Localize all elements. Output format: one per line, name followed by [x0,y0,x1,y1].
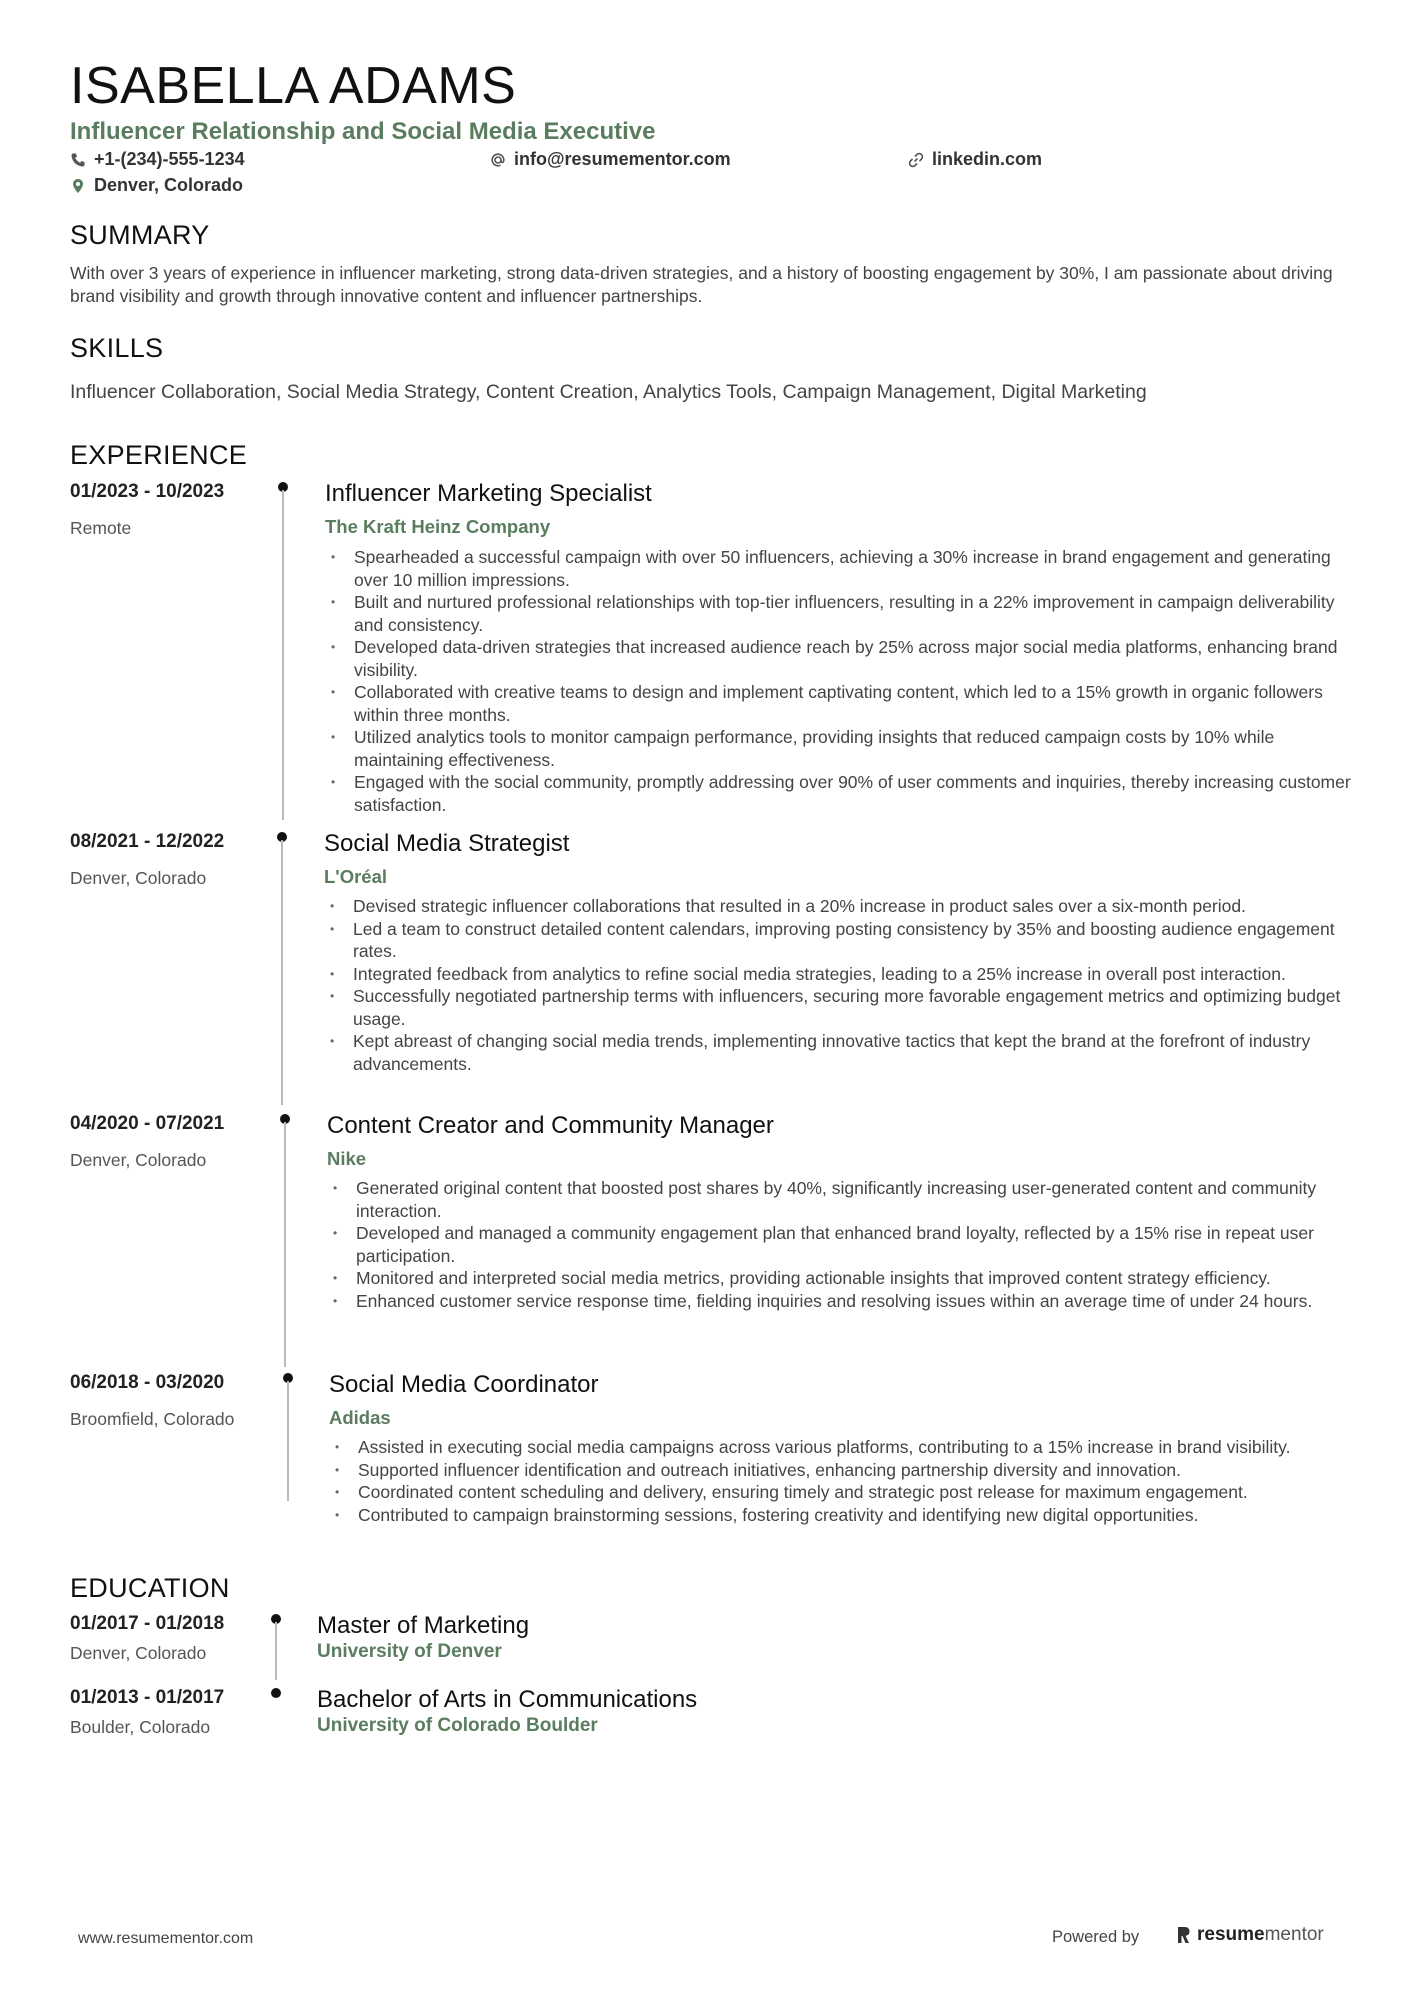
footer-brand-logo[interactable] [1175,1924,1324,1946]
contact-location [70,175,243,196]
degree-title: Bachelor of Arts in Communications [317,1686,698,1713]
school-name: University of Denver [317,1641,502,1662]
list-item: • Led a team to construct detailed content calendars, improving posting consistency by 35% and boosting audience engagement rates. [325,918,1355,963]
company-name: Nike [327,1148,367,1169]
list-item: • Coordinated content scheduling and delivery, ensuring timely and strategic post release for maximum engagement. [330,1481,1360,1504]
skills-heading: SKILLS [70,333,164,363]
edu-dates: 01/2013 - 01/2017 [70,1687,225,1708]
list-item: • Spearheaded a successful campaign with over 50 influencers, achieving a 30% increase in brand engagement and generating over 10 million impressions. [326,546,1356,591]
timeline-dot [271,1688,281,1698]
location-text: Denver, Colorado [94,175,244,195]
job-bullets [326,546,1356,816]
list-item: • Utilized analytics tools to monitor campaign performance, providing insights that reduced campaign costs by 10% while maintaining effectiveness. [326,726,1356,771]
job-dates: 08/2021 - 12/2022 [70,831,225,852]
list-item: • Kept abreast of changing social media trends, implementing innovative tactics that kept the brand at the forefront of industry advancements. [325,1030,1355,1075]
company-name: Adidas [329,1407,391,1428]
timeline-line [287,1381,289,1501]
job-location: Denver, Colorado [70,1150,207,1170]
linkedin-text: linkedin.com [932,149,1043,169]
experience-heading: EXPERIENCE [70,440,248,470]
list-item: • Generated original content that boosted post shares by 40%, significantly increasing user-generated content and community interaction. [328,1177,1358,1222]
edu-location: Boulder, Colorado [70,1717,211,1737]
list-item: • Developed and managed a community engagement plan that enhanced brand loyalty, reflected by a 15% rise in repeat user participation. [328,1222,1358,1267]
job-bullets [325,895,1355,1075]
timeline-line [282,490,284,820]
footer-website-link[interactable]: www.resumementor.com [78,1930,254,1947]
brand-light-text: mentor [1264,1924,1324,1945]
list-item: • Engaged with the social community, promptly addressing over 90% of user comments and inquiries, thereby increasing customer satisfaction. [326,771,1356,816]
list-item: • Successfully negotiated partnership terms with influencers, securing more favorable engagement metrics and optimizing budget usage. [325,985,1355,1030]
edu-location: Denver, Colorado [70,1643,207,1663]
job-location: Denver, Colorado [70,868,207,888]
list-item: • Collaborated with creative teams to design and implement captivating content, which led to a 15% growth in organic followers within three months. [326,681,1356,726]
map-pin-icon [70,178,86,194]
phone-text: +1-(234)-555-1234 [94,149,245,169]
job-title: Influencer Marketing Specialist [325,480,652,507]
contact-linkedin[interactable] [908,149,1042,170]
summary-heading: SUMMARY [70,220,210,250]
list-item: • Contributed to campaign brainstorming sessions, fostering creativity and identifying new digital opportunities. [330,1504,1360,1527]
link-icon [908,152,924,168]
skills-text: Influencer Collaboration, Social Media Strategy, Content Creation, Analytics Tools, Campaign Management, Digital Marketing [70,381,1147,403]
resumementor-logo-icon [1175,1925,1191,1945]
summary-text: With over 3 years of experience in influencer marketing, strong data-driven strategies, and a history of boosting engagement by 30%, I am passionate about driving brand visibility and growth through innovative content and influencer partnerships. [70,263,1333,306]
list-item: • Developed data-driven strategies that increased audience reach by 25% across major social media platforms, enhancing brand visibility. [326,636,1356,681]
email-text: info@resumementor.com [514,149,731,169]
job-title: Content Creator and Community Manager [327,1112,774,1139]
list-item: • Supported influencer identification and outreach initiatives, enhancing partnership diversity and innovation. [330,1459,1360,1482]
job-title: Social Media Strategist [324,830,570,857]
job-title: Social Media Coordinator [329,1371,599,1398]
list-item: • Enhanced customer service response time, fielding inquiries and resolving issues within an average time of under 24 hours. [328,1290,1358,1313]
school-name: University of Colorado Boulder [317,1715,598,1736]
list-item: • Monitored and interpreted social media metrics, providing actionable insights that improved content strategy efficiency. [328,1267,1358,1290]
edu-dates: 01/2017 - 01/2018 [70,1613,225,1634]
timeline-line [281,840,283,1105]
list-item: • Built and nurtured professional relationships with top-tier influencers, resulting in a 22% improvement in campaign deliverability and consistency. [326,591,1356,636]
timeline-line [284,1122,286,1367]
at-icon [490,152,506,168]
candidate-headline: Influencer Relationship and Social Media Executive [70,118,656,145]
phone-icon [70,152,86,168]
job-location: Remote [70,518,132,538]
candidate-name: ISABELLA ADAMS [70,57,517,115]
job-bullets [328,1177,1358,1312]
list-item: • Devised strategic influencer collaborations that resulted in a 20% increase in product sales over a six-month period. [325,895,1355,918]
job-bullets [330,1436,1360,1526]
job-dates: 06/2018 - 03/2020 [70,1372,225,1393]
footer-powered-by: Powered by [1052,1928,1140,1946]
list-item: • Integrated feedback from analytics to refine social media strategies, leading to a 25% increase in overall post interaction. [325,963,1355,986]
company-name: L'Oréal [324,866,388,887]
company-name: The Kraft Heinz Company [325,516,551,537]
degree-title: Master of Marketing [317,1612,530,1639]
education-heading: EDUCATION [70,1573,230,1603]
brand-bold-text: resume [1197,1924,1265,1945]
job-dates: 04/2020 - 07/2021 [70,1113,225,1134]
list-item: • Assisted in executing social media campaigns across various platforms, contributing to a 15% increase in brand visibility. [330,1436,1360,1459]
timeline-line [275,1622,277,1680]
job-dates: 01/2023 - 10/2023 [70,481,225,502]
contact-phone[interactable] [70,149,245,170]
contact-email[interactable] [490,149,731,170]
job-location: Broomfield, Colorado [70,1409,235,1429]
